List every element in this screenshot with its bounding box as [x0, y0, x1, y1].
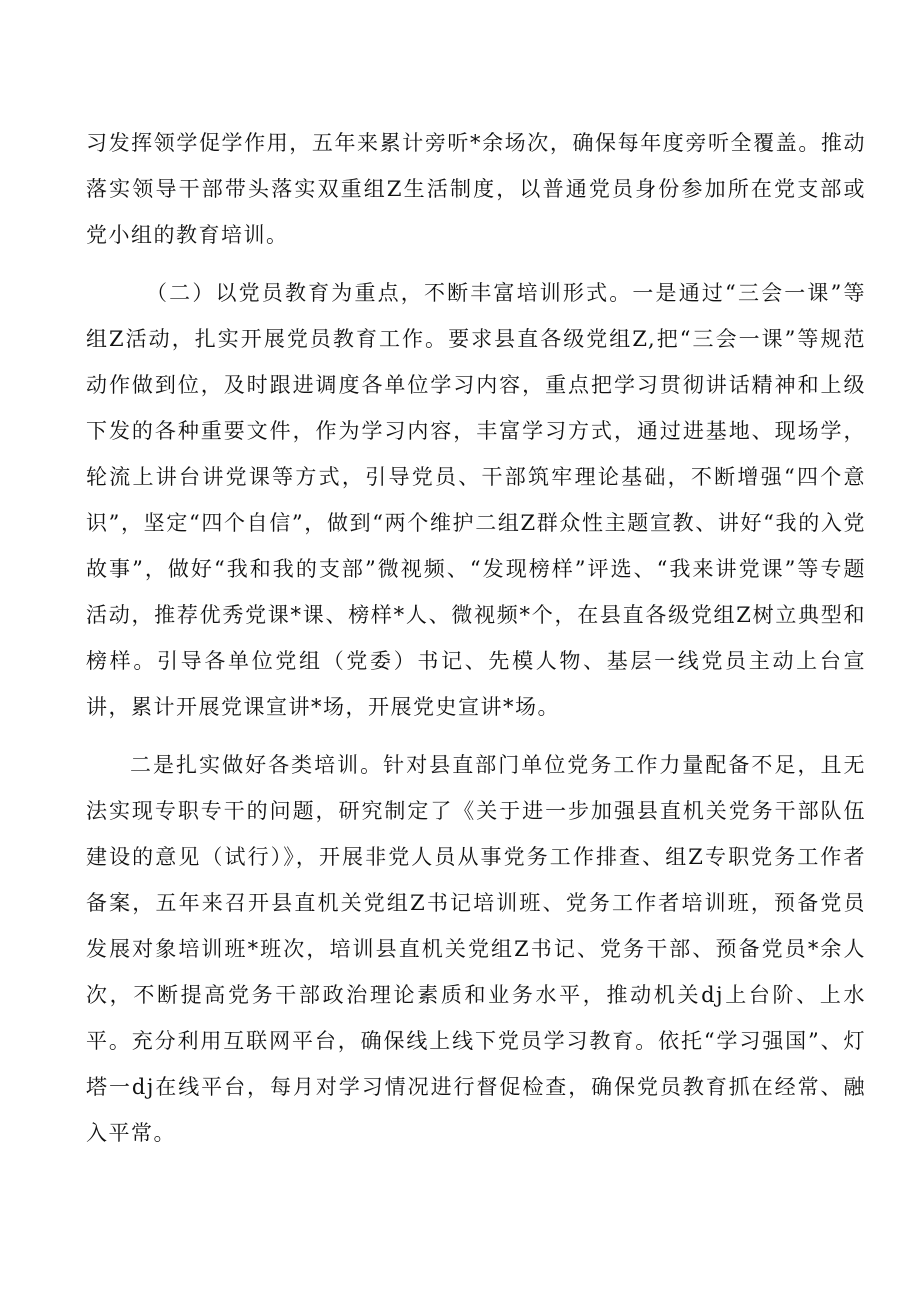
- paragraph-party-member-education: （二）以党员教育为重点，不断丰富培训形式。一是通过“三会一课”等组Z活动，扎实开展党员教育工作。要求县直各级党组Z,把“三会一课”等规范动作做到位，及时跟进调度各单位学习内容，重点把学习贯彻讲话精神和上级下发的各种重要文件，作为学习内容，丰富学习方式，通过进基地、现场学，轮流上讲台讲党课等方式，引导党员、干部筑牢理论基础，不断增强“四个意识”，坚定“四个自信”，做到“两个维护二组Z群众性主题宣教、讲好“我的入党故事”，做好“我和我的支部”微视频、“发现榜样”评选、“我来讲党课”等专题活动，推荐优秀党课*课、榜样*人、微视频*个，在县直各级党组Z树立典型和榜样。引导各单位党组（党委）书记、先模人物、基层一线党员主动上台宣讲，累计开展党课宣讲*场，开展党史宣讲*场。: [86, 281, 866, 719]
- paragraph-training: 二是扎实做好各类培训。针对县直部门单位党务工作力量配备不足，且无法实现专职专干的问题，研究制定了《关于进一步加强县直机关党务干部队伍建设的意见（试行）》，开展非党人员从事党务工作排查、组Z专职党务工作者备案，五年来召开县直机关党组Z书记培训班、党务工作者培训班，预备党员发展对象培训班*班次，培训县直机关党组Z书记、党务干部、预备党员*余人次，不断提高党务干部政治理论素质和业务水平，推动机关dj上台阶、上水平。充分利用互联网平台，确保线上线下党员学习教育。依托“学习强国”、灯塔一dj在线平台，每月对学习情况进行督促检查，确保党员教育抓在经常、融入平常。: [86, 753, 866, 1145]
- paragraph-continuation: 习发挥领学促学作用，五年来累计旁听*余场次，确保每年度旁听全覆盖。推动落实领导干部带头落实双重组Z生活制度，以普通党员身份参加所在党支部或党小组的教育培训。: [86, 131, 866, 247]
- paragraph-spacer: [86, 730, 866, 742]
- paragraph-spacer: [86, 258, 866, 270]
- document-body: [86, 120, 866, 1156]
